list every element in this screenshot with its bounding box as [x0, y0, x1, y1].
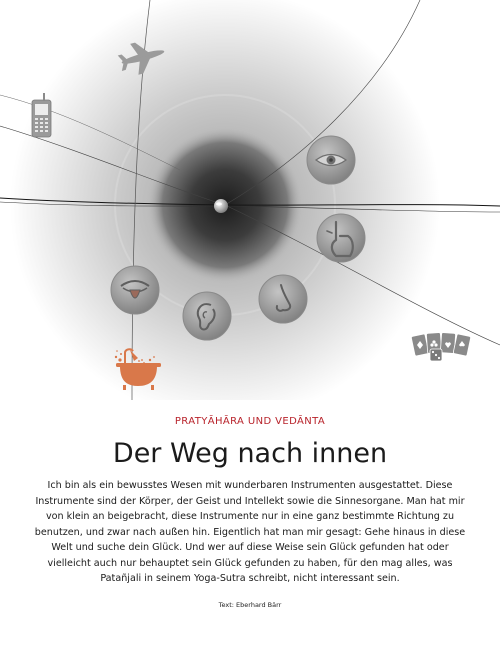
eye-icon: [307, 136, 355, 184]
pearl-highlight: [216, 203, 222, 206]
tongue-mouth-icon: [111, 266, 159, 314]
article-title: Der Weg nach innen: [112, 438, 388, 469]
center-pearl: [214, 199, 228, 213]
article-byline: Text: Eberhard Bärr: [218, 601, 282, 609]
nose-icon: [259, 275, 307, 323]
hand-touch-icon: [317, 214, 365, 262]
article-lead: Ich bin als ein bewusstes Wesen mit wunderbaren Instrumenten ausgestattet. Diese Instrumente sind der Körper, der Geist und Intellekt sowie die Sinnesorgane. Man hat mir von klein an beigebracht, diese Instrumente nur in eine ganz bestimmte Richtung zu benutzen, und zwar nach außen hin. Eigentlich hat man mir gesagt: Gehe hinaus in diese Welt und suche dein Glück. Und wer auf diese Weise sein Glück gefunden hat oder vielleicht auch nur behauptet sein Glück gefunden zu haben, für den mag alles, was Patañjali in seinem Yoga-Sutra schreibt, nicht interessant sein.: [34, 480, 466, 584]
article-kicker: PRATYĀHĀRA UND VEDĀNTA: [174, 416, 326, 427]
ear-icon: [183, 292, 231, 340]
mobile-phone-icon: [32, 93, 51, 137]
